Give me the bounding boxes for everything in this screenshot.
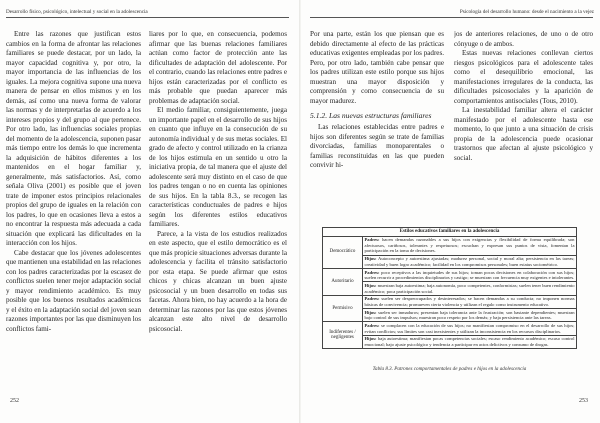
right-col2-paragraph: jos de anteriores relaciones, de uno o de otro cónyuge o de ambos.: [454, 30, 593, 48]
table-caption: Tabla 8.3. Patrones comportamentales de padres e hijos en la adolescencia: [372, 366, 527, 372]
left-col1-paragraph: Cabe destacar que los jóvenes adolescentes que mantienen una estabilidad en las relaciones con los padres caracterizadas por la escasez de conflictos suelen tener mejor adaptación social y mayor rendimiento académico. Es muy posible que los buenos resultados académicos y el éxito en la adaptación social del joven sean razones importantes por las que disminuyen los conflictos fami-: [6, 248, 141, 333]
table-header-row: [323, 228, 577, 237]
table-cell-text: baja autoestima; manifiestan pocas competencias sociales; escaso rendimiento académico; escaso control emocional; bajo ajuste psicológico y tendencia a participar en actos delictivos y consumo de drogas.: [364, 336, 575, 347]
table-cell-text: Autoconcepto y autoestima ajustadas; madurez personal, social y moral alta; persistencia en las tareas; creatividad y buen logro académico; facilidad en los compromisos personales; buen estatus sociométrico.: [364, 256, 575, 267]
table-cell: [363, 255, 577, 268]
right-page: [301, 0, 600, 423]
left-page-number: 252: [10, 398, 19, 404]
table-cell-role: Padres:: [364, 323, 380, 329]
parenting-styles-table: [322, 227, 577, 349]
right-col1-paragraph: Las relaciones establecidas entre padres e hijos son diferentes según se trate de familias divorciadas, familias monoparentales o familias reconstituidas en las que pueden convivir hi-: [310, 123, 444, 169]
right-col2-paragraph: La inestabilidad familiar altera el carácter manifestado por el adolescente hasta ese momento, lo que junto a una situación de crisis propia de la adolescencia puede ocasionar trastornos que afectan al ajuste psicológico y social.: [454, 106, 593, 162]
table-cell-text: se complacen con la educación de sus hijos; no manifiestan compromiso en el desarrollo de sus hijos; evitan conflictos; sus límites son casi inexistentes y utilizan la inconsistencia en los recursos disciplinarios.: [364, 323, 575, 334]
table-cell-role: Hijos:: [364, 309, 377, 315]
table-cell-role: Padres:: [364, 269, 380, 275]
table-cell: [363, 309, 577, 322]
right-column-1: [310, 30, 444, 226]
table-cell-text: poco receptivos a las inquietudes de sus hijos; toman pocas decisiones en colaboración con sus hijos; suelen recurrir a procedimientos disciplinarios y castigo; se muestran con frecuencia muy exigentes e intolerantes.: [364, 269, 575, 281]
table-cell: [363, 322, 577, 335]
table-style-cell: Permisivo: [323, 295, 363, 322]
table-cell-text: suelen ser despreocupados y desinteresados; se hacen demandas a su conducta; no imponen normas básicas de convivencia; promueven cierta violencia y utilizan el regalo como instrumento educativo.: [364, 296, 575, 307]
left-running-head: Desarrollo físico, psicológico, intelectual y social en la adolescencia: [6, 9, 148, 15]
table-title: Estilos educativos familiares en la adolescencia: [323, 228, 577, 237]
table-cell-text: hacen demandas razonables a sus hijos con exigencias y flexibilidad de forma equilibrada; son afectuosos, cariñosos, tolerantes y respetuosos; escuchan y expresan sus puntos de vista, fomentan la participación en la toma de decisiones.: [364, 237, 575, 254]
right-col2-paragraph: Estas nuevas relaciones conllevan ciertos riesgos psicológicos para el adolescente tales como el desequilibrio emocional, las manifestaciones irregulares de la conducta, las dificultades psicosociales y la aparición de comportamientos antisociales (Tous, 2010).: [454, 49, 593, 105]
left-col2-paragraph: Parece, a la vista de los estudios realizados en este aspecto, que el estilo democrático es el que más propicie situaciones adversas durante la adolescencia y facilita el tránsito satisfactorio por esta etapa. Se puede afirmar que estos chicos y chicas alcanzan un buen ajuste psicosocial y un buen desarrollo en todas sus facetas. Ahora bien, no hay acuerdo a la hora de determinar las razones por las que estos jóvenes alcanzan este alto nivel de desarrollo psicosocial.: [149, 229, 287, 333]
table-row: [323, 236, 577, 255]
left-col2-paragraph: El medio familiar, consiguientemente, juega un importante papel en el desarrollo de sus hijos en cuanto que influye en la consecución de su autonomía individual y de sus metas sociales. El grado de afecto y control utilizado en la crianza de los hijos estimula en un sentido u otro la iniciativa propia, de tal manera que el ajuste del adolescente será muy distinto en el caso de que los padres tengan o no en cuenta las opiniones de sus hijos. En la tabla 8.3., se recogen las características conductuales de padres e hijos según los diferentes estilos educativos familiares.: [149, 106, 287, 228]
left-col1-paragraph: Entre las razones que justifican estos cambios en la forma de afrontar las relaciones familiares se puede destacar, por un lado, la mayor capacidad cognitiva y, por otro, la mayor importancia de las influencias de los iguales. La mejora cognitiva supone una nueva manera de pensar en ellos mismos y en los demás, así como una nueva forma de valorar las normas y de interpretarlas de acuerdo a los intereses propios y del grupo al que pertenece. Por otro lado, las influencias sociales propias del momento de la adolescencia, suponen pasar más tiempo entre los demás lo que incrementa la adquisición de hábitos diferentes a los mantenidos en el hogar familiar y, generalmente, más satisfactorios. Así, como señala Oliva (2001) es posible que el joven trate de imponer estos principios relacionales propios del grupo de iguales en la relación con los padres, lo que en ocasiones lleva a estos a no encontrar la respuesta más adecuada a cada situación que explicará las dificultades en la interacción con los hijos.: [6, 30, 141, 247]
table-row: [323, 322, 577, 335]
table-cell: [363, 268, 577, 281]
table-cell-role: Padres:: [364, 296, 380, 302]
table-cell-text: muestran baja autoestima; baja autonomía, poco competentes, conformistas; suelen tener buen rendimiento académico; poca participación social.: [364, 282, 575, 294]
section-heading: 5.1.2. Las nuevas estructuras familiares: [310, 111, 432, 120]
table-cell-role: Padres:: [364, 237, 380, 243]
table-row: [323, 295, 577, 308]
left-column-1: [6, 30, 141, 392]
table-cell-role: Hijos:: [364, 256, 377, 262]
left-page: [0, 0, 299, 423]
table-cell-role: Hijos:: [364, 282, 377, 288]
left-column-2: [149, 30, 287, 392]
left-header-rule: [6, 17, 289, 18]
table-style-cell: Democrático: [323, 236, 363, 268]
right-page-number: 253: [579, 398, 588, 404]
left-col2-paragraph: liares por lo que, en consecuencia, podemos afirmar que las buenas relaciones familiares actúan como factor de protección ante las dificultades de adaptación del adolescente. Por el contrario, cuando las relaciones entre padres e hijos están caracterizadas por el conflicto es más probable que puedan aparecer más problemas de adaptación social.: [149, 30, 287, 105]
table-cell-text: suelen ser inmaduros; presentan baja tolerancia ante la frustración; son bastante dependientes; muestran bajo control de sus impulsos; muestran poco respeto por los demás; y baja persistencia ante las tareas.: [364, 309, 575, 321]
table-cell: [363, 236, 577, 255]
right-col1-paragraph: Por una parte, están los que piensan que es debido directamente al efecto de las prácticas educativas exigentes empleadas por los padres. Pero, por otro lado, también cabe pensar que los padres utilizan este estilo porque sus hijos muestran una mayor disposición y comprensión y como consecuencia de su mayor madurez.: [310, 30, 444, 105]
table-cell: [363, 335, 577, 348]
table-row: [323, 268, 577, 281]
right-column-2: [454, 30, 593, 226]
table-style-cell: Autoritario: [323, 268, 363, 295]
table-style-cell: Indiferentes / negligentes: [323, 322, 363, 349]
table-cell-role: Hijos:: [364, 336, 377, 342]
table-cell: [363, 295, 577, 308]
right-header-rule: [310, 17, 593, 18]
right-running-head: Psicología del desarrollo humano: desde el nacimiento a la vejez: [459, 9, 594, 15]
table-cell: [363, 282, 577, 295]
